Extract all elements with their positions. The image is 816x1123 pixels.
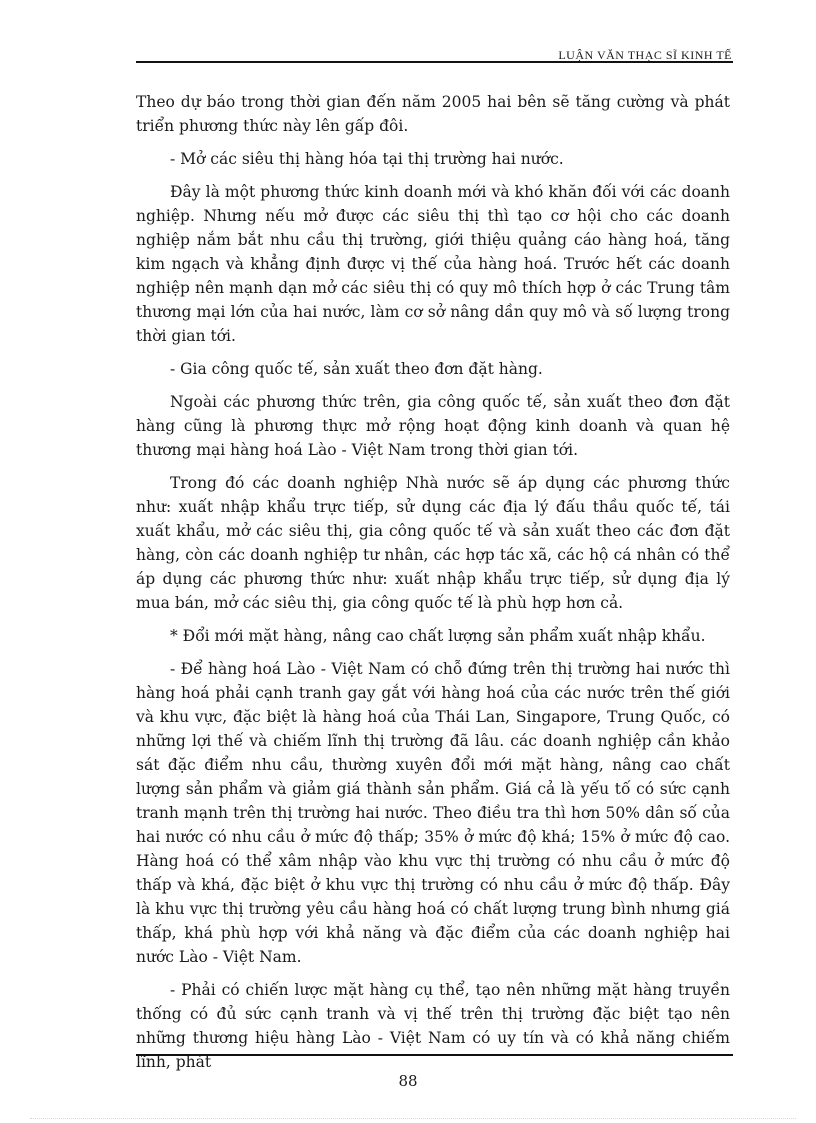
paragraph: Trong đó các doanh nghiệp Nhà nước sẽ áp dụng các phương thức như: xuất nhập khẩu trực tiếp, sử dụng các địa lý đấu thầu quốc tế, tái xuất khẩu, mở các siêu thị, gia công quốc tế và sản xuất theo các đơn đặt hàng, còn các doanh nghiệp tư nhân, các hợp tác xã, các hộ cá nhân có thể áp dụng các phương thức như: xuất nhập khẩu trực tiếp, sử dụng địa lý mua bán, mở các siêu thị, gia công quốc tế là phù hợp hơn cả.: [136, 474, 730, 612]
page-number: 88: [398, 1072, 418, 1090]
paragraph: - Mở các siêu thị hàng hóa tại thị trường hai nước.: [170, 150, 564, 168]
paragraph: - Gia công quốc tế, sản xuất theo đơn đặt hàng.: [170, 360, 543, 378]
footer-rule: [136, 1054, 733, 1056]
paragraph: - Để hàng hoá Lào - Việt Nam có chỗ đứng trên thị trường hai nước thì hàng hoá phải cạnh tranh gay gắt với hàng hoá của các nước trên thế giới và khu vực, đặc biệt là hàng hoá của Thái Lan, Singapore, Trung Quốc, có những lợi thế và chiếm lĩnh thị trường đã lâu. các doanh nghiệp cần khảo sát đặc điểm nhu cầu, thường xuyên đổi mới mặt hàng, nâng cao chất lượng sản phẩm và giảm giá thành sản phẩm. Giá cả là yếu tố có sức cạnh tranh mạnh trên thị trường hai nước. Theo điều tra thì hơn 50% dân số của hai nước có nhu cầu ở mức độ thấp; 35% ở mức độ khá; 15% ở mức độ cao. Hàng hoá có thể xâm nhập vào khu vực thị trường có nhu cầu ở mức độ thấp và khá, đặc biệt ở khu vực thị trường có nhu cầu ở mức độ thấp. Đây là khu vực thị trường yêu cầu hàng hoá có chất lượng trung bình nhưng giá thấp, khá phù hợp với khả năng và đặc điểm của các doanh nghiệp hai nước Lào - Việt Nam.: [136, 660, 730, 966]
paragraph: Theo dự báo trong thời gian đến năm 2005 hai bên sẽ tăng cường và phát triển phương thức này lên gấp đôi.: [136, 93, 730, 135]
header-rule: [136, 61, 733, 63]
paragraph: Đây là một phương thức kinh doanh mới và khó khăn đối với các doanh nghiệp. Nhưng nếu mở được các siêu thị thì tạo cơ hội cho các doanh nghiệp nắm bắt nhu cầu thị trường, giới thiệu quảng cáo hàng hoá, tăng kim ngạch và khẳng định được vị thế của hàng hoá. Trước hết các doanh nghiệp nên mạnh dạn mở các siêu thị có quy mô thích hợp ở các Trung tâm thương mại lớn của hai nước, làm cơ sở nâng dần quy mô và số lượng trong thời gian tới.: [136, 183, 730, 345]
running-header: LUẬN VĂN THẠC SĨ KINH TẾ: [558, 48, 732, 62]
paragraph: Ngoài các phương thức trên, gia công quốc tế, sản xuất theo đơn đặt hàng cũng là phương thực mở rộng hoạt động kinh doanh và quan hệ thương mại hàng hoá Lào - Việt Nam trong thời gian tới.: [136, 393, 730, 459]
dotted-border: [30, 1118, 796, 1119]
paragraph: - Phải có chiến lược mặt hàng cụ thể, tạo nên những mặt hàng truyền thống có đủ sức cạnh tranh và vị thế trên thị trường đặc biệt tạo nên những thương hiệu hàng Lào - Việt Nam có uy tín và có khả năng chiếm lĩnh, phát: [136, 981, 730, 1071]
body-text: [136, 90, 730, 1083]
paragraph: * Đổi mới mặt hàng, nâng cao chất lượng sản phẩm xuất nhập khẩu.: [170, 627, 706, 645]
